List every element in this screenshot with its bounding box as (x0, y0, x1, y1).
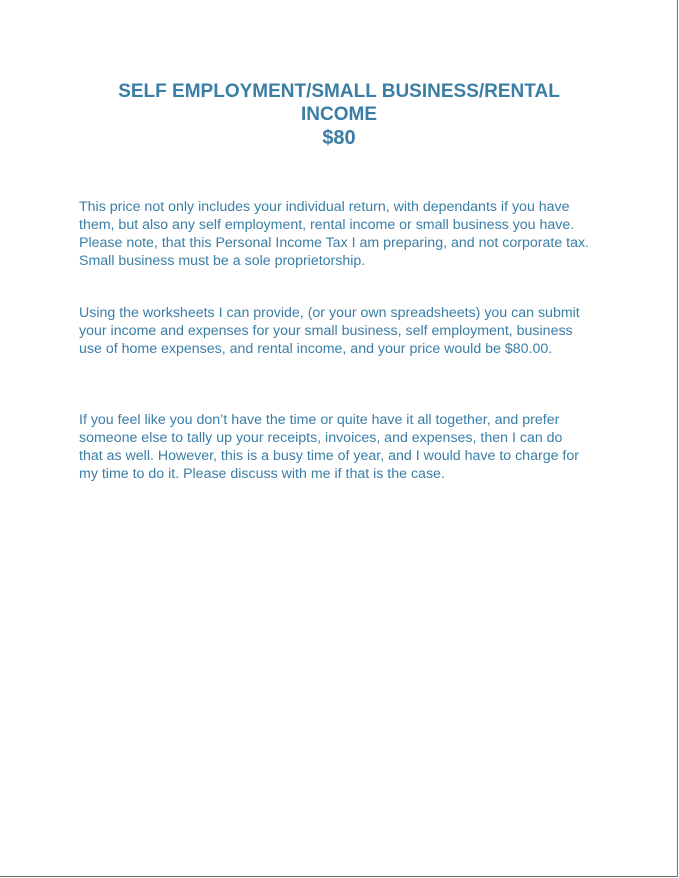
text-line: Please note, that this Personal Income Tax I am preparing, and not corporate tax. (79, 235, 589, 251)
text-line: If you feel like you don’t have the time or quite have it all together, and prefer (79, 412, 560, 428)
text-line: them, but also any self employment, rental income or small business you have. (79, 217, 575, 233)
title-line-2: INCOME (301, 104, 377, 125)
text-line: my time to do it. Please discuss with me if that is the case. (79, 466, 445, 482)
page-title (79, 80, 599, 150)
paragraph-worksheets (79, 304, 614, 358)
paragraph-pricing-scope (79, 198, 614, 270)
text-line: This price not only includes your individual return, with dependants if you have (79, 199, 570, 215)
text-line: Using the worksheets I can provide, (or your own spreadsheets) you can submit (79, 305, 580, 321)
price-heading: $80 (322, 127, 356, 149)
text-line: someone else to tally up your receipts, invoices, and expenses, then I can do (79, 430, 563, 446)
text-line: that as well. However, this is a busy time of year, and I would have to charge for (79, 448, 579, 464)
text-line: your income and expenses for your small business, self employment, business (79, 323, 573, 339)
text-line: Small business must be a sole proprietorship. (79, 253, 366, 269)
paragraph-tally-service (79, 411, 614, 483)
text-line: use of home expenses, and rental income, and your price would be $80.00. (79, 341, 553, 357)
title-line-1: SELF EMPLOYMENT/SMALL BUSINESS/RENTAL (118, 81, 560, 102)
